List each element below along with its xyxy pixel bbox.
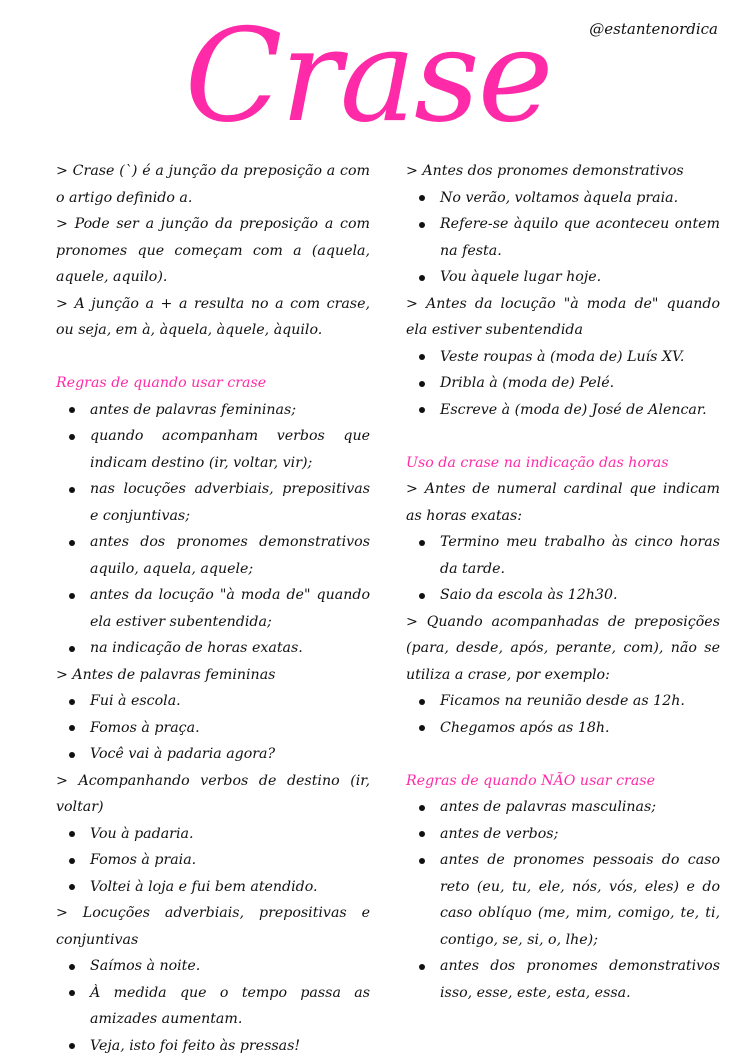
rules-list	[56, 397, 370, 662]
section-heading: > Acompanhando verbos de destino (ir, voltar)	[56, 768, 370, 821]
list-item: Você vai à padaria agora?	[56, 741, 370, 768]
list-item: antes dos pronomes demonstrativos aquilo, aquela, aquele;	[56, 529, 370, 582]
list-item: antes de palavras masculinas;	[406, 794, 720, 821]
list-item: quando acompanham verbos que indicam destino (ir, voltar, vir);	[56, 423, 370, 476]
not-rules-list	[406, 794, 720, 1006]
examples-list	[56, 821, 370, 901]
examples-list	[406, 688, 720, 741]
examples-list	[406, 529, 720, 609]
list-item: Termino meu trabalho às cinco horas da tarde.	[406, 529, 720, 582]
list-item: Saio da escola às 12h30.	[406, 582, 720, 609]
author-handle: @estantenordica	[589, 20, 718, 38]
list-item: Voltei à loja e fui bem atendido.	[56, 874, 370, 901]
list-item: Fomos à praia.	[56, 847, 370, 874]
list-item: Veja, isto foi feito às pressas!	[56, 1033, 370, 1059]
list-item: antes dos pronomes demonstrativos isso, esse, este, esta, essa.	[406, 953, 720, 1006]
list-item: Dribla à (moda de) Pelé.	[406, 370, 720, 397]
section-heading: > Antes de palavras femininas	[56, 662, 370, 689]
list-item: Fomos à praça.	[56, 715, 370, 742]
section-heading: > Antes dos pronomes demonstrativos	[406, 158, 720, 185]
list-item: Fui à escola.	[56, 688, 370, 715]
examples-list	[406, 185, 720, 291]
hours-paragraph: > Quando acompanhadas de preposições (para, desde, após, perante, com), não se utiliza a crase, por exemplo:	[406, 609, 720, 689]
list-item: antes da locução "à moda de" quando ela estiver subentendida;	[56, 582, 370, 635]
examples-list	[56, 953, 370, 1059]
section-heading: > Locuções adverbiais, prepositivas e conjuntivas	[56, 900, 370, 953]
list-item: nas locuções adverbiais, prepositivas e conjuntivas;	[56, 476, 370, 529]
list-item: Escreve à (moda de) José de Alencar.	[406, 397, 720, 424]
list-item: Chegamos após as 18h.	[406, 715, 720, 742]
left-column	[56, 158, 370, 1059]
page-title: Crase	[0, 0, 736, 162]
list-item: antes de verbos;	[406, 821, 720, 848]
section-heading: > Antes da locução "à moda de" quando ela estiver subentendida	[406, 291, 720, 344]
list-item: antes de pronomes pessoais do caso reto (eu, tu, ele, nós, vós, eles) e do caso oblíquo (me, mim, comigo, te, ti, contigo, se, si, o, lhe);	[406, 847, 720, 953]
intro-paragraph: > Crase (`) é a junção da preposição a com o artigo definido a.	[56, 158, 370, 211]
hours-paragraph: > Antes de numeral cardinal que indicam as horas exatas:	[406, 476, 720, 529]
list-item: Vou àquele lugar hoje.	[406, 264, 720, 291]
rules-heading: Regras de quando usar crase	[56, 370, 370, 397]
list-item: Saímos à noite.	[56, 953, 370, 980]
intro-paragraph: > Pode ser a junção da preposição a com pronomes que começam com a (aquela, aquele, aquilo).	[56, 211, 370, 291]
list-item: Refere-se àquilo que aconteceu ontem na festa.	[406, 211, 720, 264]
examples-list	[56, 688, 370, 768]
list-item: Ficamos na reunião desde as 12h.	[406, 688, 720, 715]
examples-list	[406, 344, 720, 424]
hours-heading: Uso da crase na indicação das horas	[406, 450, 720, 477]
list-item: na indicação de horas exatas.	[56, 635, 370, 662]
not-rules-heading: Regras de quando NÃO usar crase	[406, 768, 720, 795]
intro-paragraph: > A junção a + a resulta no a com crase, ou seja, em à, àquela, àquele, àquilo.	[56, 291, 370, 344]
list-item: À medida que o tempo passa as amizades aumentam.	[56, 980, 370, 1033]
list-item: antes de palavras femininas;	[56, 397, 370, 424]
list-item: Veste roupas à (moda de) Luís XV.	[406, 344, 720, 371]
list-item: Vou à padaria.	[56, 821, 370, 848]
right-column	[406, 158, 720, 1006]
list-item: No verão, voltamos àquela praia.	[406, 185, 720, 212]
